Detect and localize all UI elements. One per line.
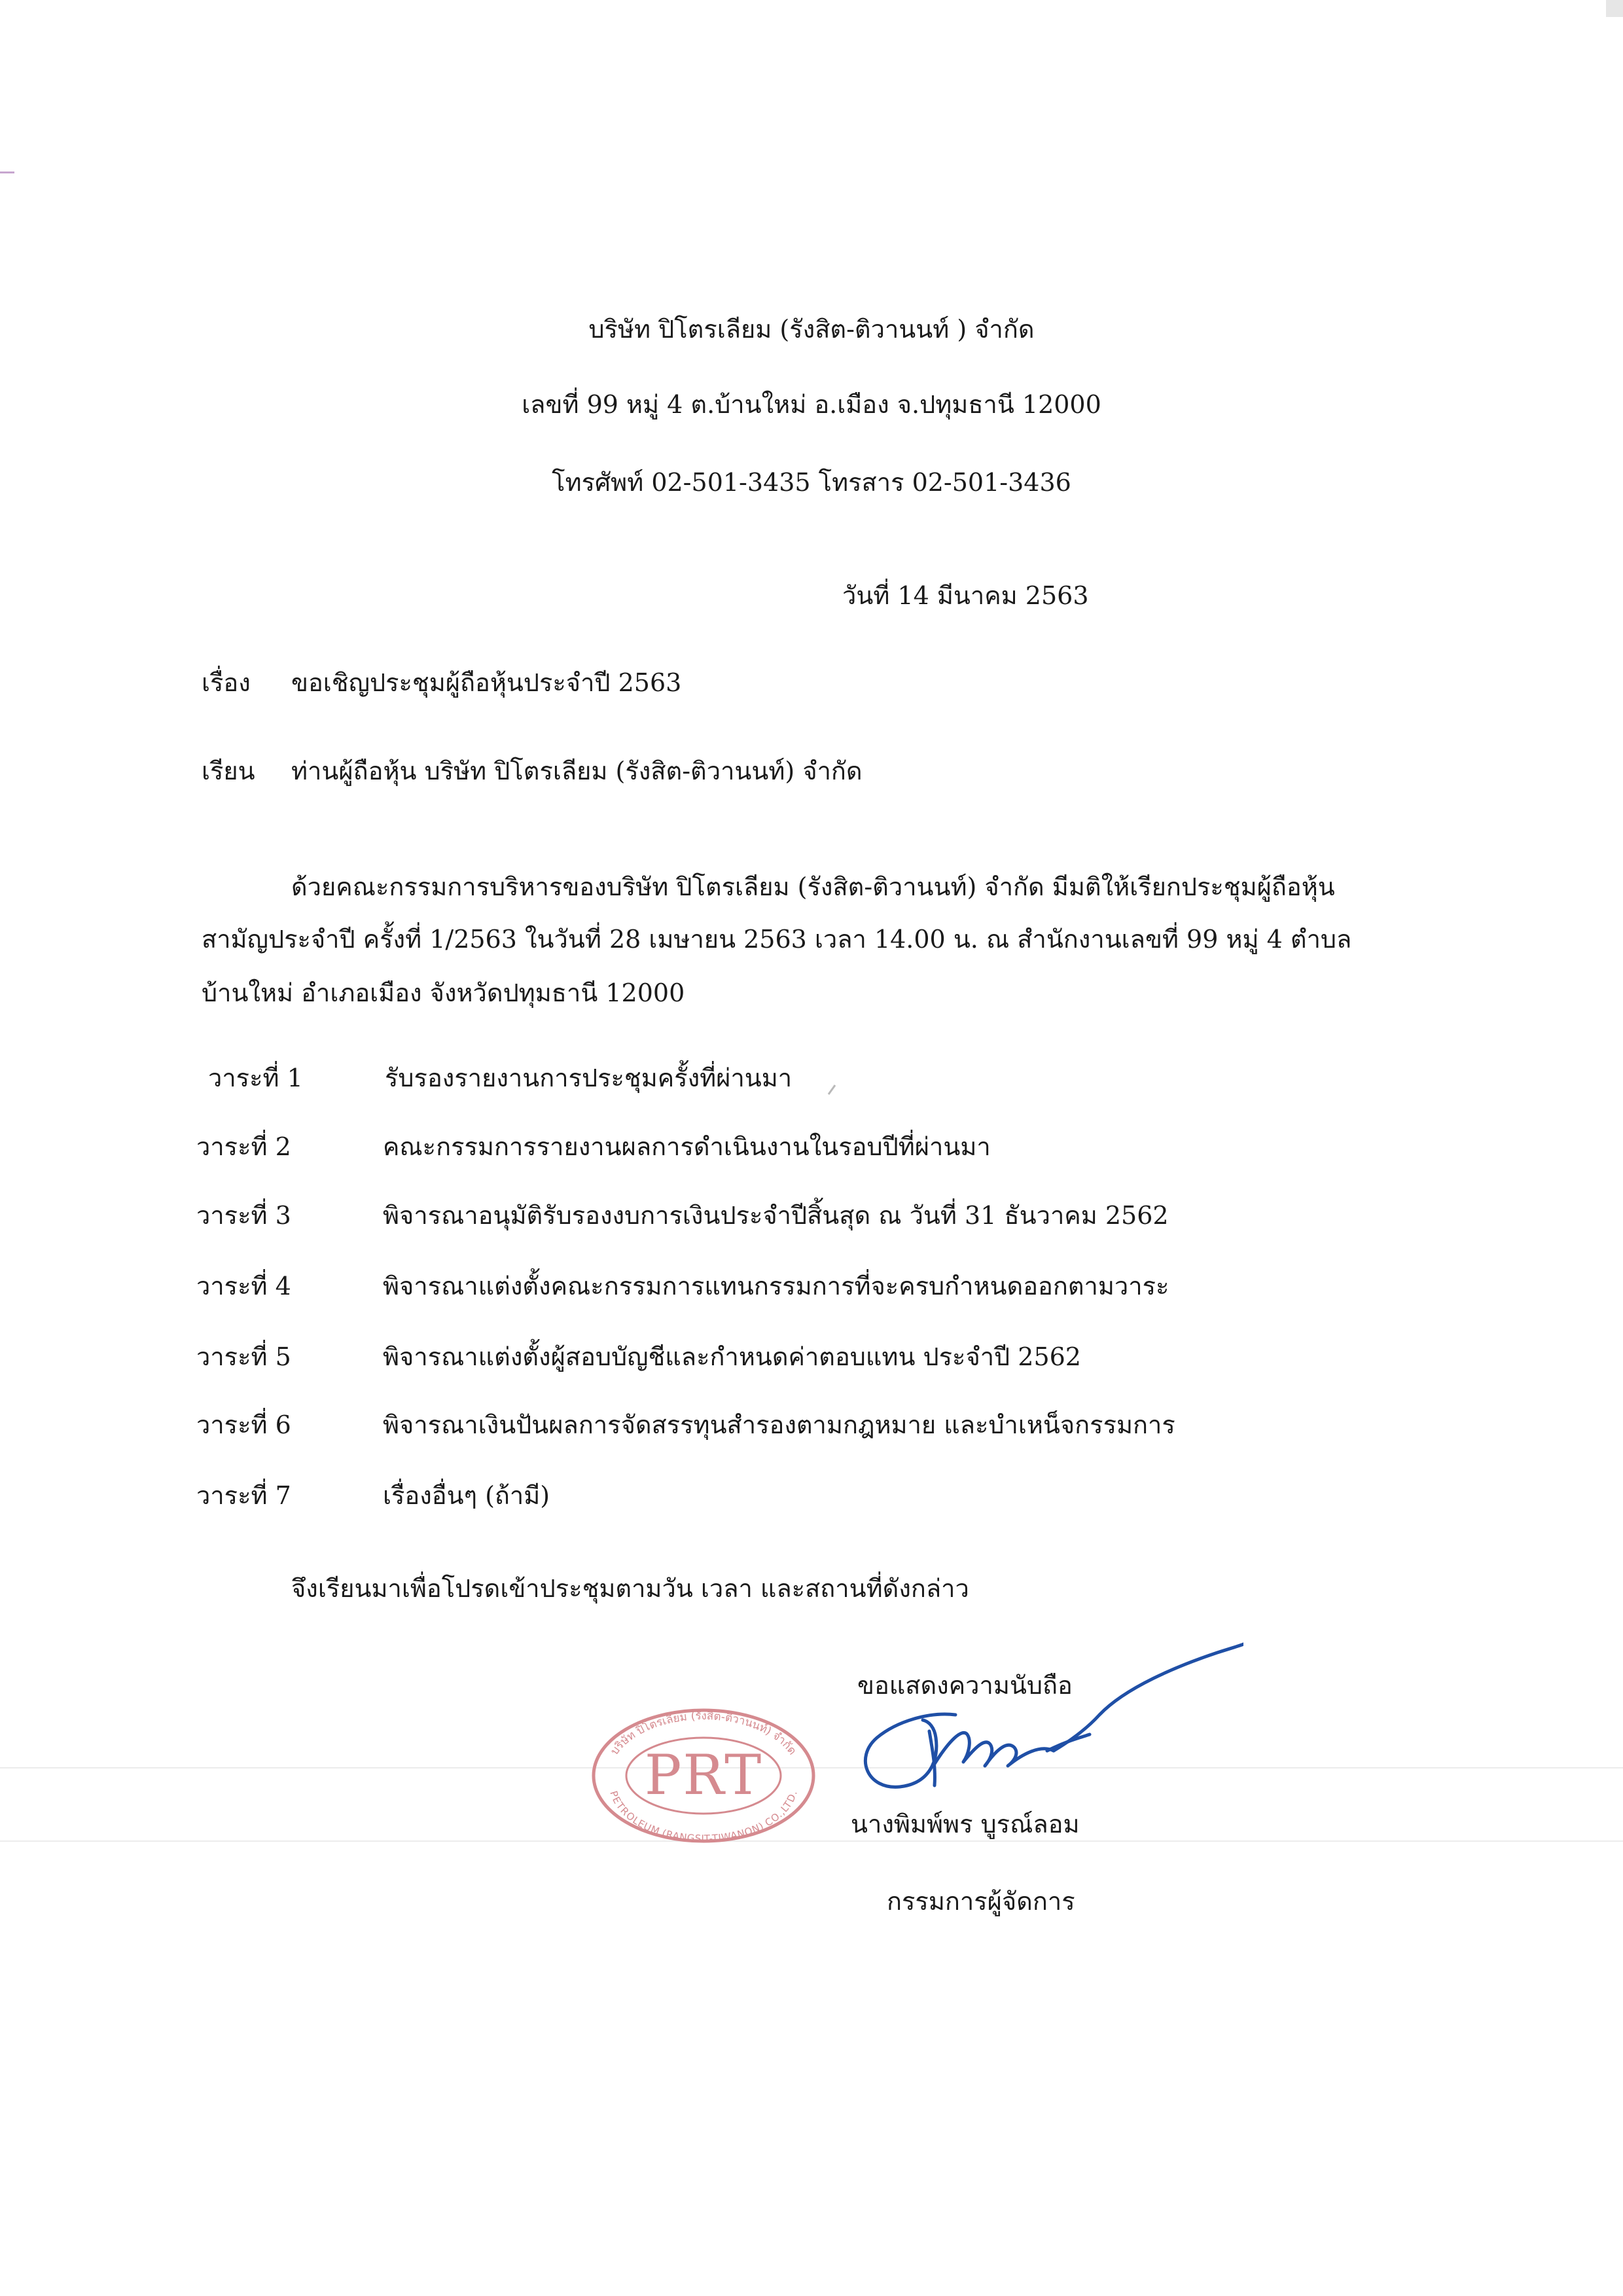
agenda-number: วาระที่ 4 — [196, 1272, 291, 1300]
agenda-item — [196, 1479, 1440, 1518]
agenda-text: พิจารณาอนุมัติรับรองงบการเงินประจำปีสิ้นสุด ณ วันที่ 31 ธันวาคม 2562 — [383, 1201, 1169, 1230]
agenda-number: วาระที่ 1 — [208, 1064, 303, 1092]
signatory-title: กรรมการผู้จัดการ — [887, 1887, 1075, 1916]
agenda-number: วาระที่ 7 — [196, 1481, 291, 1510]
body-line-3: บ้านใหม่ อำเภอเมือง จังหวัดปทุมธานี 12000 — [202, 978, 685, 1007]
agenda-text: พิจารณาเงินปันผลการจัดสรรทุนสำรองตามกฎหมาย และบำเหน็จกรรมการ — [383, 1410, 1175, 1439]
stamp-eng-ring-text: PETROLEUM (RANGSIT-TIWANON) CO.,LTD. — [607, 1789, 800, 1845]
scan-corner-mark — [1606, 0, 1623, 17]
subject-label: เรื่อง — [202, 668, 251, 697]
tick-mark-icon — [826, 1079, 846, 1098]
body-line-2: สามัญประจำปี ครั้งที่ 1/2563 ในวันที่ 28 เมษายน 2563 เวลา 14.00 น. ณ สำนักงานเลขที่ 99 หมู่ 4 ตำบล — [202, 925, 1352, 954]
agenda-text: รับรองรายงานการประชุมครั้งที่ผ่านมา — [385, 1064, 793, 1092]
agenda-text: เรื่องอื่นๆ (ถ้ามี) — [383, 1481, 550, 1510]
agenda-number: วาระที่ 3 — [196, 1201, 291, 1230]
recipient-text: ท่านผู้ถือหุ้น บริษัท ปิโตรเลียม (รังสิต-ติวานนท์) จำกัด — [291, 757, 863, 785]
sign-off-greeting: ขอแสดงความนับถือ — [857, 1671, 1073, 1700]
body-line-1: ด้วยคณะกรรมการบริหารของบริษัท ปิโตรเลียม (รังสิต-ติวานนท์) จำกัด มีมติให้เรียกประชุมผู้ถือหุ้น — [291, 872, 1335, 901]
signatory-name: นางพิมพ์พร บูรณ์ลอม — [851, 1810, 1080, 1839]
closing-sentence: จึงเรียนมาเพื่อโปรดเข้าประชุมตามวัน เวลา และสถานที่ดังกล่าว — [291, 1574, 969, 1603]
agenda-item — [196, 1340, 1440, 1380]
agenda-text: พิจารณาแต่งตั้งผู้สอบบัญชีและกำหนดค่าตอบแทน ประจำปี 2562 — [383, 1342, 1081, 1371]
letterhead-contact: โทรศัพท์ 02-501-3435 โทรสาร 02-501-3436 — [552, 468, 1071, 497]
stamp-thai-ring-text: บริษัท ปิโตรเลียม (รังสิต-ติวานนท์) จำกัด — [608, 1710, 799, 1758]
agenda-text: คณะกรรมการรายงานผลการดำเนินงานในรอบปีที่ผ่านมา — [383, 1132, 991, 1161]
agenda-text: พิจารณาแต่งตั้งคณะกรรมการแทนกรรมการที่จะครบกำหนดออกตามวาระ — [383, 1272, 1169, 1300]
handwritten-signature — [851, 1617, 1243, 1813]
recipient-label: เรียน — [202, 757, 255, 785]
letter-date: วันที่ 14 มีนาคม 2563 — [842, 581, 1089, 610]
agenda-number: วาระที่ 6 — [196, 1410, 291, 1439]
stamp-logo-text: PRT — [644, 1743, 763, 1807]
agenda-number: วาระที่ 2 — [196, 1132, 291, 1161]
agenda-item — [196, 1408, 1440, 1448]
agenda-item — [196, 1130, 1440, 1170]
subject-text: ขอเชิญประชุมผู้ถือหุ้นประจำปี 2563 — [291, 668, 682, 697]
letterhead-company: บริษัท ปิโตรเลียม (รังสิต-ติวานนท์ ) จำกัด — [588, 315, 1035, 344]
agenda-item — [196, 1199, 1440, 1238]
agenda-item — [196, 1270, 1440, 1309]
company-stamp — [589, 1705, 818, 1846]
scan-margin-mark — [0, 171, 14, 173]
agenda-number: วาระที่ 5 — [196, 1342, 291, 1371]
letterhead-address: เลขที่ 99 หมู่ 4 ต.บ้านใหม่ อ.เมือง จ.ปทุมธานี 12000 — [522, 390, 1101, 419]
